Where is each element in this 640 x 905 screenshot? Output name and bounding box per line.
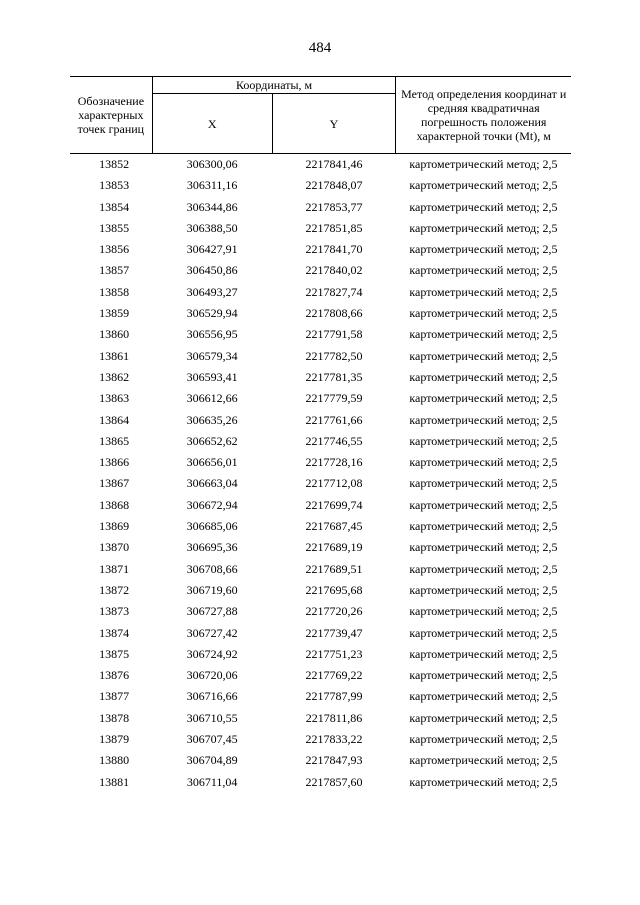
- y-cell: 2217851,85: [305, 220, 363, 235]
- x-cell: 306652,62: [186, 433, 238, 448]
- method-cell: картометрический метод; 2,5: [409, 497, 558, 512]
- table-row: [70, 218, 571, 239]
- method-cell: картометрический метод; 2,5: [409, 774, 558, 789]
- x-cell: 306707,45: [186, 732, 238, 747]
- table-row: [70, 686, 571, 707]
- point-cell: 13873: [99, 604, 130, 619]
- header-point-label: Обозначение характерных точек границ: [70, 77, 152, 154]
- point-cell: 13879: [99, 732, 130, 747]
- table-row: [70, 410, 571, 431]
- method-cell: картометрический метод; 2,5: [409, 519, 558, 534]
- method-cell: картометрический метод; 2,5: [409, 433, 558, 448]
- method-cell: картометрический метод; 2,5: [409, 348, 558, 363]
- y-cell: 2217695,68: [305, 582, 363, 597]
- x-cell: 306656,01: [186, 455, 238, 470]
- table-row: [70, 239, 571, 260]
- header-y-label: Y: [272, 94, 396, 154]
- page-number: 484: [308, 40, 332, 56]
- x-cell: 306708,66: [186, 561, 238, 576]
- method-cell: картометрический метод; 2,5: [409, 582, 558, 597]
- table-header: [70, 77, 571, 154]
- point-cell: 13871: [99, 561, 130, 576]
- y-cell: 2217853,77: [305, 199, 363, 214]
- method-cell: картометрический метод; 2,5: [409, 646, 558, 661]
- x-cell: 306635,26: [186, 412, 238, 427]
- y-cell: 2217751,23: [305, 646, 363, 661]
- x-cell: 306720,06: [186, 668, 238, 683]
- y-cell: 2217782,50: [305, 348, 363, 363]
- table-row: [70, 282, 571, 303]
- table-row: [70, 154, 571, 176]
- point-cell: 13860: [99, 327, 130, 342]
- point-cell: 13866: [99, 455, 130, 470]
- method-cell: картометрический метод; 2,5: [409, 157, 558, 171]
- method-cell: картометрический метод; 2,5: [409, 369, 558, 384]
- method-cell: картометрический метод; 2,5: [409, 242, 558, 257]
- point-cell: 13859: [99, 306, 130, 321]
- y-cell: 2217791,58: [305, 327, 363, 342]
- table-row: [70, 537, 571, 558]
- coordinates-table: [70, 76, 571, 793]
- y-cell: 2217827,74: [305, 284, 363, 299]
- x-cell: 306529,94: [186, 306, 238, 321]
- method-cell: картометрический метод; 2,5: [409, 412, 558, 427]
- x-cell: 306672,94: [186, 497, 238, 512]
- table-row: [70, 431, 571, 452]
- x-cell: 306427,91: [186, 242, 238, 257]
- point-cell: 13869: [99, 519, 130, 534]
- method-cell: картометрический метод; 2,5: [409, 625, 558, 640]
- method-cell: картометрический метод; 2,5: [409, 391, 558, 406]
- point-cell: 13855: [99, 220, 130, 235]
- table-row: [70, 559, 571, 580]
- table-row: [70, 303, 571, 324]
- x-cell: 306344,86: [186, 199, 238, 214]
- y-cell: 2217811,86: [305, 710, 363, 725]
- method-cell: картометрический метод; 2,5: [409, 476, 558, 491]
- y-cell: 2217781,35: [305, 369, 363, 384]
- table-row: [70, 665, 571, 686]
- y-cell: 2217833,22: [305, 732, 363, 747]
- table-row: [70, 495, 571, 516]
- method-cell: картометрический метод; 2,5: [409, 732, 558, 747]
- y-cell: 2217769,22: [305, 668, 363, 683]
- method-cell: картометрический метод; 2,5: [409, 710, 558, 725]
- point-cell: 13853: [99, 178, 130, 193]
- x-cell: 306579,34: [186, 348, 238, 363]
- point-cell: 13880: [99, 753, 130, 768]
- point-cell: 13863: [99, 391, 130, 406]
- x-cell: 306727,88: [186, 604, 238, 619]
- y-cell: 2217761,66: [305, 412, 363, 427]
- point-cell: 13856: [99, 242, 130, 257]
- x-cell: 306311,16: [186, 178, 238, 193]
- table-row: [70, 623, 571, 644]
- y-cell: 2217808,66: [305, 306, 363, 321]
- table-row: [70, 644, 571, 665]
- method-cell: картометрический метод; 2,5: [409, 263, 558, 278]
- method-cell: картометрический метод; 2,5: [409, 689, 558, 704]
- method-cell: картометрический метод; 2,5: [409, 455, 558, 470]
- point-cell: 13861: [99, 348, 130, 363]
- x-cell: 306710,55: [186, 710, 238, 725]
- method-cell: картометрический метод; 2,5: [409, 306, 558, 321]
- y-cell: 2217840,02: [305, 263, 363, 278]
- point-cell: 13865: [99, 433, 130, 448]
- x-cell: 306695,36: [186, 540, 238, 555]
- point-cell: 13862: [99, 369, 130, 384]
- method-cell: картометрический метод; 2,5: [409, 327, 558, 342]
- header-coords-label: Координаты, м: [152, 77, 396, 94]
- y-cell: 2217841,70: [305, 242, 363, 257]
- table-row: [70, 175, 571, 196]
- point-cell: 13878: [99, 710, 130, 725]
- table-row: [70, 324, 571, 345]
- point-cell: 13881: [99, 774, 130, 789]
- x-cell: 306493,27: [186, 284, 238, 299]
- method-cell: картометрический метод; 2,5: [409, 220, 558, 235]
- y-cell: 2217689,19: [305, 540, 363, 555]
- method-cell: картометрический метод; 2,5: [409, 284, 558, 299]
- method-cell: картометрический метод; 2,5: [409, 540, 558, 555]
- point-cell: 13852: [99, 157, 130, 171]
- point-cell: 13867: [99, 476, 130, 491]
- table-row: [70, 580, 571, 601]
- x-cell: 306727,42: [186, 625, 238, 640]
- table-row: [70, 750, 571, 771]
- y-cell: 2217787,99: [305, 689, 363, 704]
- x-cell: 306719,60: [186, 582, 238, 597]
- x-cell: 306388,50: [186, 220, 238, 235]
- x-cell: 306663,04: [186, 476, 238, 491]
- table-row: [70, 346, 571, 367]
- header-x-label: X: [152, 94, 272, 154]
- y-cell: 2217841,46: [305, 157, 363, 171]
- y-cell: 2217857,60: [305, 774, 363, 789]
- header-method-label: Метод определения координат и средняя квадратичная погрешность положения характерной точки (Mt), м: [396, 77, 571, 154]
- point-cell: 13875: [99, 646, 130, 661]
- table-row: [70, 367, 571, 388]
- table-row: [70, 473, 571, 494]
- y-cell: 2217848,07: [305, 178, 363, 193]
- table-row: [70, 516, 571, 537]
- y-cell: 2217746,55: [305, 433, 363, 448]
- point-cell: 13870: [99, 540, 130, 555]
- x-cell: 306685,06: [186, 519, 238, 534]
- y-cell: 2217687,45: [305, 519, 363, 534]
- table-row: [70, 260, 571, 281]
- method-cell: картометрический метод; 2,5: [409, 178, 558, 193]
- y-cell: 2217728,16: [305, 455, 363, 470]
- table-row: [70, 772, 571, 793]
- method-cell: картометрический метод; 2,5: [409, 668, 558, 683]
- point-cell: 13872: [99, 582, 130, 597]
- x-cell: 306612,66: [186, 391, 238, 406]
- method-cell: картометрический метод; 2,5: [409, 561, 558, 576]
- point-cell: 13876: [99, 668, 130, 683]
- point-cell: 13857: [99, 263, 130, 278]
- y-cell: 2217779,59: [305, 391, 363, 406]
- table-row: [70, 452, 571, 473]
- x-cell: 306556,95: [186, 327, 238, 342]
- method-cell: картометрический метод; 2,5: [409, 604, 558, 619]
- y-cell: 2217847,93: [305, 753, 363, 768]
- y-cell: 2217699,74: [305, 497, 363, 512]
- x-cell: 306300,06: [186, 157, 238, 171]
- x-cell: 306716,66: [186, 689, 238, 704]
- y-cell: 2217739,47: [305, 625, 363, 640]
- x-cell: 306450,86: [186, 263, 238, 278]
- x-cell: 306724,92: [186, 646, 238, 661]
- y-cell: 2217720,26: [305, 604, 363, 619]
- point-cell: 13854: [99, 199, 130, 214]
- y-cell: 2217689,51: [305, 561, 363, 576]
- point-cell: 13868: [99, 497, 130, 512]
- table-row: [70, 388, 571, 409]
- x-cell: 306593,41: [186, 369, 238, 384]
- y-cell: 2217712,08: [305, 476, 363, 491]
- x-cell: 306704,89: [186, 753, 238, 768]
- point-cell: 13877: [99, 689, 130, 704]
- table-row: [70, 708, 571, 729]
- point-cell: 13874: [99, 625, 130, 640]
- x-cell: 306711,04: [186, 774, 238, 789]
- method-cell: картометрический метод; 2,5: [409, 753, 558, 768]
- table-row: [70, 197, 571, 218]
- point-cell: 13864: [99, 412, 130, 427]
- method-cell: картометрический метод; 2,5: [409, 199, 558, 214]
- table-row: [70, 729, 571, 750]
- table-row: [70, 601, 571, 622]
- table-body: [70, 154, 571, 793]
- point-cell: 13858: [99, 284, 130, 299]
